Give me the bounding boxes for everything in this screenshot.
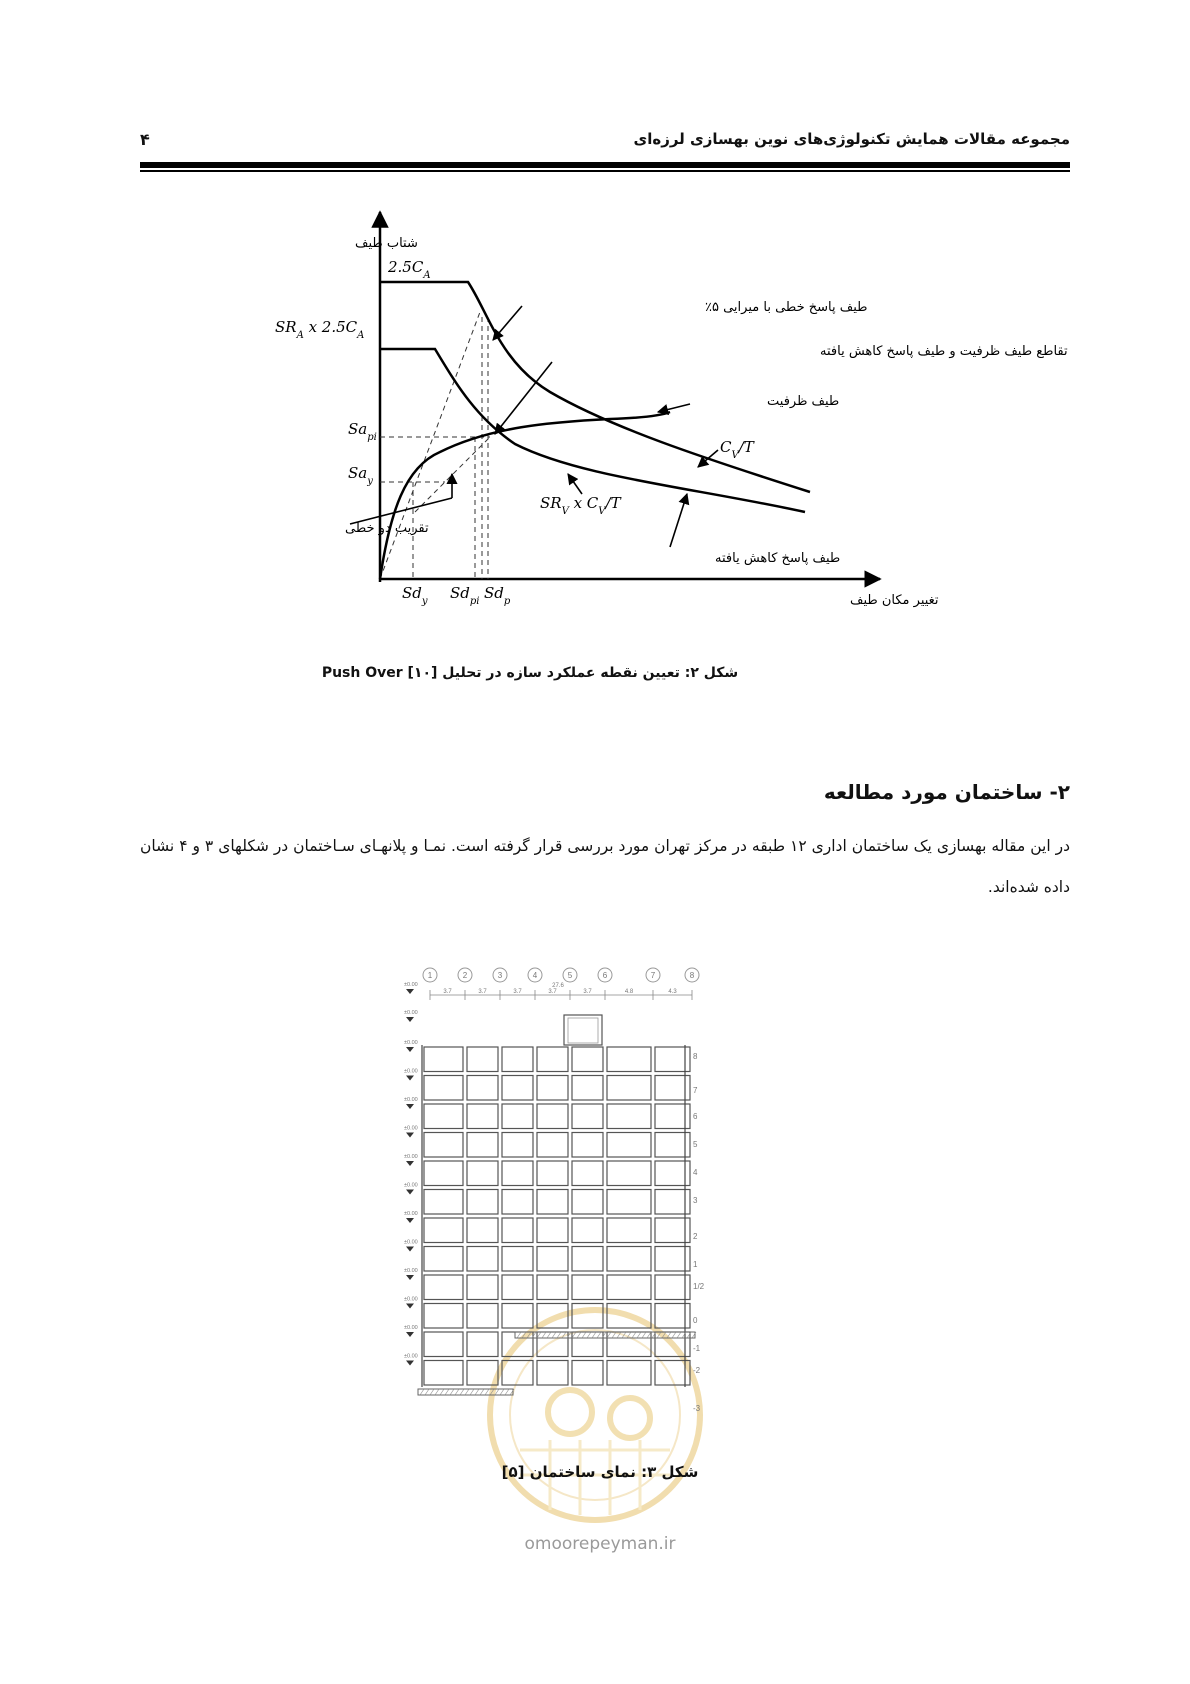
bay-panel xyxy=(424,1161,463,1186)
capacity-spectrum-diagram xyxy=(250,212,1068,662)
bay-panel xyxy=(424,1047,463,1072)
hatch-line xyxy=(577,1332,581,1338)
level-label: 7 xyxy=(693,1086,698,1095)
hatch-line xyxy=(470,1389,474,1395)
level-marker xyxy=(406,1332,414,1337)
bay-panel xyxy=(537,1047,568,1072)
hatch-line xyxy=(592,1332,596,1338)
header-rule-thick xyxy=(140,162,1070,168)
level-elevation: ±0.00 xyxy=(404,1325,418,1331)
axis-label: 2 xyxy=(462,971,468,980)
level-label: 0 xyxy=(693,1316,698,1325)
span-label: 3.7 xyxy=(443,989,452,995)
hatch-line xyxy=(622,1332,626,1338)
reduced-spectrum-pointer xyxy=(670,494,687,547)
bay-panel xyxy=(607,1247,651,1272)
bay-panel xyxy=(424,1190,463,1215)
level-elevation: ±0.00 xyxy=(404,1125,418,1132)
bay-panel xyxy=(467,1304,498,1329)
level-marker xyxy=(406,989,414,994)
srv-pointer xyxy=(568,474,582,494)
hatch-line xyxy=(527,1332,531,1338)
hatch-line xyxy=(430,1389,434,1395)
hatch-line xyxy=(420,1389,424,1395)
bay-panel xyxy=(572,1275,603,1300)
hatch-line xyxy=(617,1332,621,1338)
axis-label: 7 xyxy=(650,971,656,980)
bay-panel xyxy=(537,1190,568,1215)
hatch-line xyxy=(547,1332,551,1338)
bay-panel xyxy=(572,1133,603,1158)
hatch-line xyxy=(500,1389,504,1395)
span-label: 4.8 xyxy=(624,989,634,995)
page-number: ۴ xyxy=(140,130,150,149)
bay-panel xyxy=(502,1133,533,1158)
penthouse xyxy=(564,1015,602,1045)
page-header xyxy=(140,128,1070,158)
level-elevation: ±0.00 xyxy=(404,982,418,988)
hatch-line xyxy=(435,1389,439,1395)
bay-panel xyxy=(502,1161,533,1186)
hatch-line xyxy=(450,1389,454,1395)
bay-panel xyxy=(537,1076,568,1101)
level-marker xyxy=(406,1247,414,1252)
hatch-line xyxy=(465,1389,469,1395)
span-label: 3.7 xyxy=(548,989,557,995)
level-marker xyxy=(406,1304,414,1309)
hatch-line xyxy=(562,1332,566,1338)
bay-panel xyxy=(424,1133,463,1158)
level-label: 1/2 xyxy=(693,1282,705,1291)
top-plateau-label: $2.5C_A$ xyxy=(388,258,431,281)
hatch-line xyxy=(672,1332,676,1338)
bay-panel xyxy=(607,1104,651,1129)
bay-panel xyxy=(537,1133,568,1158)
section-title: ۲- ساختمان مورد مطالعه xyxy=(823,780,1070,804)
bay-panel xyxy=(572,1247,603,1272)
say-label: $Sa_y$ xyxy=(348,464,373,487)
axis-label: 3 xyxy=(497,971,503,980)
level-label: -2 xyxy=(693,1366,701,1375)
capacity-curve xyxy=(380,412,670,579)
hatch-line xyxy=(662,1332,666,1338)
bay-panel xyxy=(607,1133,651,1158)
hatch-line xyxy=(557,1332,561,1338)
bay-panel xyxy=(572,1161,603,1186)
building-elevation-drawing xyxy=(404,960,760,1470)
bay-panel xyxy=(502,1361,533,1386)
level-elevation: ±0.00 xyxy=(404,1182,418,1189)
capacity-label: طیف ظرفیت xyxy=(767,394,840,409)
bay-panel xyxy=(467,1104,498,1129)
level-label: 5 xyxy=(693,1140,698,1149)
bay-panel xyxy=(424,1076,463,1101)
bay-panel xyxy=(467,1275,498,1300)
bay-panel xyxy=(537,1218,568,1243)
span-label: 3.7 xyxy=(478,989,487,995)
bay-panel xyxy=(467,1161,498,1186)
initial-stiffness-line xyxy=(380,312,480,579)
bay-panel xyxy=(607,1076,651,1101)
figure2-caption: شکل ۳: نمای ساختمان [۵] xyxy=(501,1463,699,1481)
hatch-line xyxy=(425,1389,429,1395)
bay-panel xyxy=(467,1247,498,1272)
bay-panel xyxy=(502,1247,533,1272)
bay-panel xyxy=(467,1218,498,1243)
bay-panel xyxy=(467,1190,498,1215)
hatch-line xyxy=(475,1389,479,1395)
level-marker xyxy=(406,1104,414,1109)
hatch-line xyxy=(505,1389,509,1395)
hatch-line xyxy=(495,1389,499,1395)
hatch-line xyxy=(552,1332,556,1338)
level-label: 1 xyxy=(693,1260,698,1269)
hatch-line xyxy=(490,1389,494,1395)
level-elevation: ±0.00 xyxy=(404,1010,418,1016)
reduced-plateau-label: $SR_A$ x $2.5C_A$ xyxy=(275,318,365,341)
axis-label: 4 xyxy=(532,971,538,980)
hatch-line xyxy=(522,1332,526,1338)
hatch-line xyxy=(597,1332,601,1338)
hatch-line xyxy=(517,1332,521,1338)
bay-panel xyxy=(572,1304,603,1329)
bay-panel xyxy=(607,1361,651,1386)
bay-panel xyxy=(607,1161,651,1186)
level-elevation: ±0.00 xyxy=(404,1353,418,1360)
hatch-line xyxy=(587,1332,591,1338)
bay-panel xyxy=(607,1275,651,1300)
total-span-label: 27.6 xyxy=(552,983,564,989)
bay-panel xyxy=(467,1076,498,1101)
level-marker xyxy=(406,1275,414,1280)
y-axis-label: شتاب طیف xyxy=(355,236,418,251)
capacity-pointer xyxy=(658,404,690,412)
bay-panel xyxy=(467,1361,498,1386)
watermark-url: omoorepeyman.ir xyxy=(524,1534,676,1554)
bay-panel xyxy=(502,1076,533,1101)
bay-panel xyxy=(537,1161,568,1186)
bay-panel xyxy=(502,1047,533,1072)
level-elevation: ±0.00 xyxy=(404,1040,418,1046)
bay-panel xyxy=(502,1275,533,1300)
bay-panel xyxy=(607,1304,651,1329)
bay-panel xyxy=(572,1104,603,1129)
cvt-label: $C_V/T$ xyxy=(720,438,754,461)
ground-hatch xyxy=(515,1332,695,1338)
span-label: 3.7 xyxy=(513,989,522,995)
bay-panel xyxy=(572,1047,603,1072)
level-marker xyxy=(406,1017,414,1022)
level-label: 8 xyxy=(693,1052,698,1061)
bay-panel xyxy=(424,1361,463,1386)
hatch-line xyxy=(667,1332,671,1338)
bay-panel xyxy=(537,1304,568,1329)
header-rule-thin xyxy=(140,170,1070,172)
bay-panel xyxy=(424,1332,463,1357)
level-label: 3 xyxy=(693,1196,698,1205)
linear-spectrum-label: طیف پاسخ خطی با میرایی ۵٪ xyxy=(705,300,868,315)
level-elevation: ±0.00 xyxy=(404,1211,418,1217)
bay-panel xyxy=(537,1104,568,1129)
bay-panel xyxy=(537,1361,568,1386)
hatch-line xyxy=(677,1332,681,1338)
level-elevation: ±0.00 xyxy=(404,1268,418,1274)
level-label: 6 xyxy=(693,1112,698,1121)
bay-panel xyxy=(424,1275,463,1300)
hatch-line xyxy=(637,1332,641,1338)
hatch-line xyxy=(542,1332,546,1338)
bay-panel xyxy=(424,1104,463,1129)
level-elevation: ±0.00 xyxy=(404,1296,418,1303)
level-marker xyxy=(406,1161,414,1166)
level-label: -1 xyxy=(693,1344,701,1353)
bay-panel xyxy=(502,1104,533,1129)
level-label: 2 xyxy=(693,1232,698,1241)
header-title: مجموعه مقالات همایش تکنولوژی‌های نوین بهسازی لرزه‌ای xyxy=(633,130,1070,148)
bay-panel xyxy=(424,1218,463,1243)
sdp-label: $Sd_p$ xyxy=(484,584,511,607)
bay-panel xyxy=(502,1218,533,1243)
level-marker xyxy=(406,1190,414,1195)
hatch-line xyxy=(612,1332,616,1338)
axis-label: 5 xyxy=(567,971,573,980)
bay-panel xyxy=(607,1190,651,1215)
bay-panel xyxy=(572,1361,603,1386)
x-axis-label: تغییر مکان طیف xyxy=(850,593,939,608)
penthouse-inner xyxy=(568,1018,598,1043)
srv-label: $SR_V$ x $C_V/T$ xyxy=(540,494,621,517)
sapi-label: $Sa_{pi}$ xyxy=(348,420,377,443)
bay-panel xyxy=(572,1218,603,1243)
level-marker xyxy=(406,1361,414,1366)
sdpi-label: $Sd_{pi}$ xyxy=(450,584,480,607)
bay-panel xyxy=(572,1076,603,1101)
bay-panel xyxy=(467,1047,498,1072)
bilinear-label: تقریب دو خطی xyxy=(345,521,429,536)
bay-panel xyxy=(607,1218,651,1243)
bay-panel xyxy=(502,1304,533,1329)
hatch-line xyxy=(485,1389,489,1395)
bay-panel xyxy=(537,1247,568,1272)
axis-label: 1 xyxy=(427,971,433,980)
bay-panel xyxy=(572,1190,603,1215)
axis-label: 6 xyxy=(602,971,608,980)
level-label: -3 xyxy=(693,1404,701,1413)
body-paragraph: در این مقاله بهسازی یک ساختمان اداری ۱۲ طبقه در مرکز تهران مورد بررسی قرار گرفته است. نمـا و پلانهـای سـاختمان در شکلهای ۳ و ۴ نشان داده شده‌اند. xyxy=(140,837,1070,896)
level-marker xyxy=(406,1076,414,1081)
hatch-line xyxy=(480,1389,484,1395)
hatch-line xyxy=(440,1389,444,1395)
span-label: 3.7 xyxy=(583,989,592,995)
hatch-line xyxy=(632,1332,636,1338)
bay-panel xyxy=(424,1304,463,1329)
sdy-label: $Sd_y$ xyxy=(402,584,428,607)
hatch-line xyxy=(445,1389,449,1395)
hatch-line xyxy=(460,1389,464,1395)
hatch-line xyxy=(642,1332,646,1338)
intersection-label: تقاطع طیف ظرفیت و طیف پاسخ کاهش یافته xyxy=(820,344,1068,359)
bay-panel xyxy=(502,1190,533,1215)
hatch-line xyxy=(582,1332,586,1338)
level-marker xyxy=(406,1218,414,1223)
bay-panel xyxy=(607,1047,651,1072)
axis-label: 8 xyxy=(689,971,695,980)
hatch-line xyxy=(455,1389,459,1395)
reduced-spectrum-curve xyxy=(380,349,805,512)
bay-panel xyxy=(537,1275,568,1300)
level-marker xyxy=(406,1047,414,1052)
reduced-spectrum-label: طیف پاسخ کاهش یافته xyxy=(715,551,841,566)
hatch-line xyxy=(627,1332,631,1338)
level-elevation: ±0.00 xyxy=(404,1154,418,1160)
level-marker xyxy=(406,1133,414,1138)
bay-panel xyxy=(467,1332,498,1357)
level-label: 4 xyxy=(693,1168,698,1177)
level-elevation: ±0.00 xyxy=(404,1068,418,1075)
level-elevation: ±0.00 xyxy=(404,1239,418,1246)
span-label: 4.3 xyxy=(668,989,677,995)
cvt-pointer xyxy=(698,450,718,467)
level-elevation: ±0.00 xyxy=(404,1097,418,1103)
figure1-caption: شکل ۲: تعیین نقطه عملکرد سازه در تحلیل Push Over [۱۰] xyxy=(321,665,739,681)
bay-panel xyxy=(467,1133,498,1158)
bay-panel xyxy=(424,1247,463,1272)
linear-spectrum-pointer xyxy=(493,306,522,340)
hatch-line xyxy=(657,1332,661,1338)
